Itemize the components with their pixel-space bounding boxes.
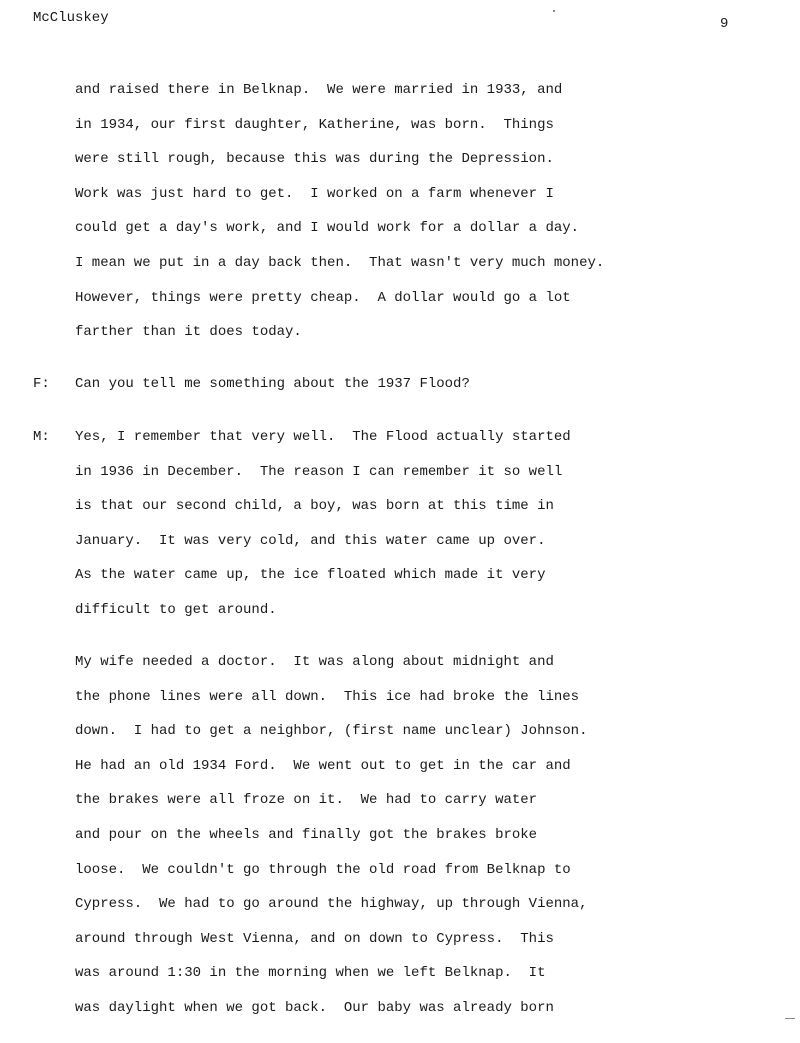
paragraph-4 bbox=[75, 645, 755, 1026]
speaker-label: F: bbox=[33, 376, 50, 392]
text-line: was daylight when we got back. Our baby was already born bbox=[75, 999, 554, 1016]
scan-speck bbox=[553, 10, 555, 12]
page-number: 9 bbox=[720, 16, 729, 32]
scan-speck bbox=[785, 1018, 795, 1019]
speaker-label: M: bbox=[33, 429, 50, 445]
text-line: is that our second child, a boy, was born at this time in bbox=[75, 498, 554, 515]
text-line: could get a day's work, and I would work for a dollar a day. bbox=[75, 220, 580, 237]
text-line: the phone lines were all down. This ice had broke the lines bbox=[75, 688, 580, 705]
text-line: were still rough, because this was during the Depression. bbox=[75, 151, 554, 168]
paragraph-3 bbox=[75, 420, 755, 628]
text-line: My wife needed a doctor. It was along about midnight and bbox=[75, 654, 554, 670]
text-line: Can you tell me something about the 1937 Flood? bbox=[75, 376, 470, 392]
text-line: in 1936 in December. The reason I can remember it so well bbox=[75, 463, 563, 480]
text-line: difficult to get around. bbox=[75, 601, 277, 618]
text-line: loose. We couldn't go through the old road from Belknap to bbox=[75, 861, 571, 878]
text-line: around through West Vienna, and on down to Cypress. This bbox=[75, 930, 554, 947]
header-name: McCluskey bbox=[33, 10, 109, 26]
text-line: and raised there in Belknap. We were married in 1933, and bbox=[75, 82, 563, 98]
text-line: He had an old 1934 Ford. We went out to get in the car and bbox=[75, 757, 571, 774]
text-line: the brakes were all froze on it. We had to carry water bbox=[75, 792, 538, 809]
text-line: farther than it does today. bbox=[75, 324, 302, 341]
text-line: was around 1:30 in the morning when we left Belknap. It bbox=[75, 965, 546, 982]
text-line: down. I had to get a neighbor, (first name unclear) Johnson. bbox=[75, 723, 588, 740]
text-line: As the water came up, the ice floated which made it very bbox=[75, 567, 546, 584]
text-line: January. It was very cold, and this water came up over. bbox=[75, 532, 546, 549]
paragraph-2 bbox=[75, 367, 755, 402]
paragraph-1 bbox=[75, 73, 755, 350]
text-line: Yes, I remember that very well. The Flood actually started bbox=[75, 429, 571, 445]
text-line: and pour on the wheels and finally got the brakes broke bbox=[75, 826, 538, 843]
text-line: Cypress. We had to go around the highway, up through Vienna, bbox=[75, 896, 588, 913]
text-line: However, things were pretty cheap. A dollar would go a lot bbox=[75, 289, 571, 306]
text-line: Work was just hard to get. I worked on a farm whenever I bbox=[75, 185, 554, 202]
text-line: in 1934, our first daughter, Katherine, was born. Things bbox=[75, 116, 554, 133]
text-line: I mean we put in a day back then. That wasn't very much money. bbox=[75, 254, 605, 271]
